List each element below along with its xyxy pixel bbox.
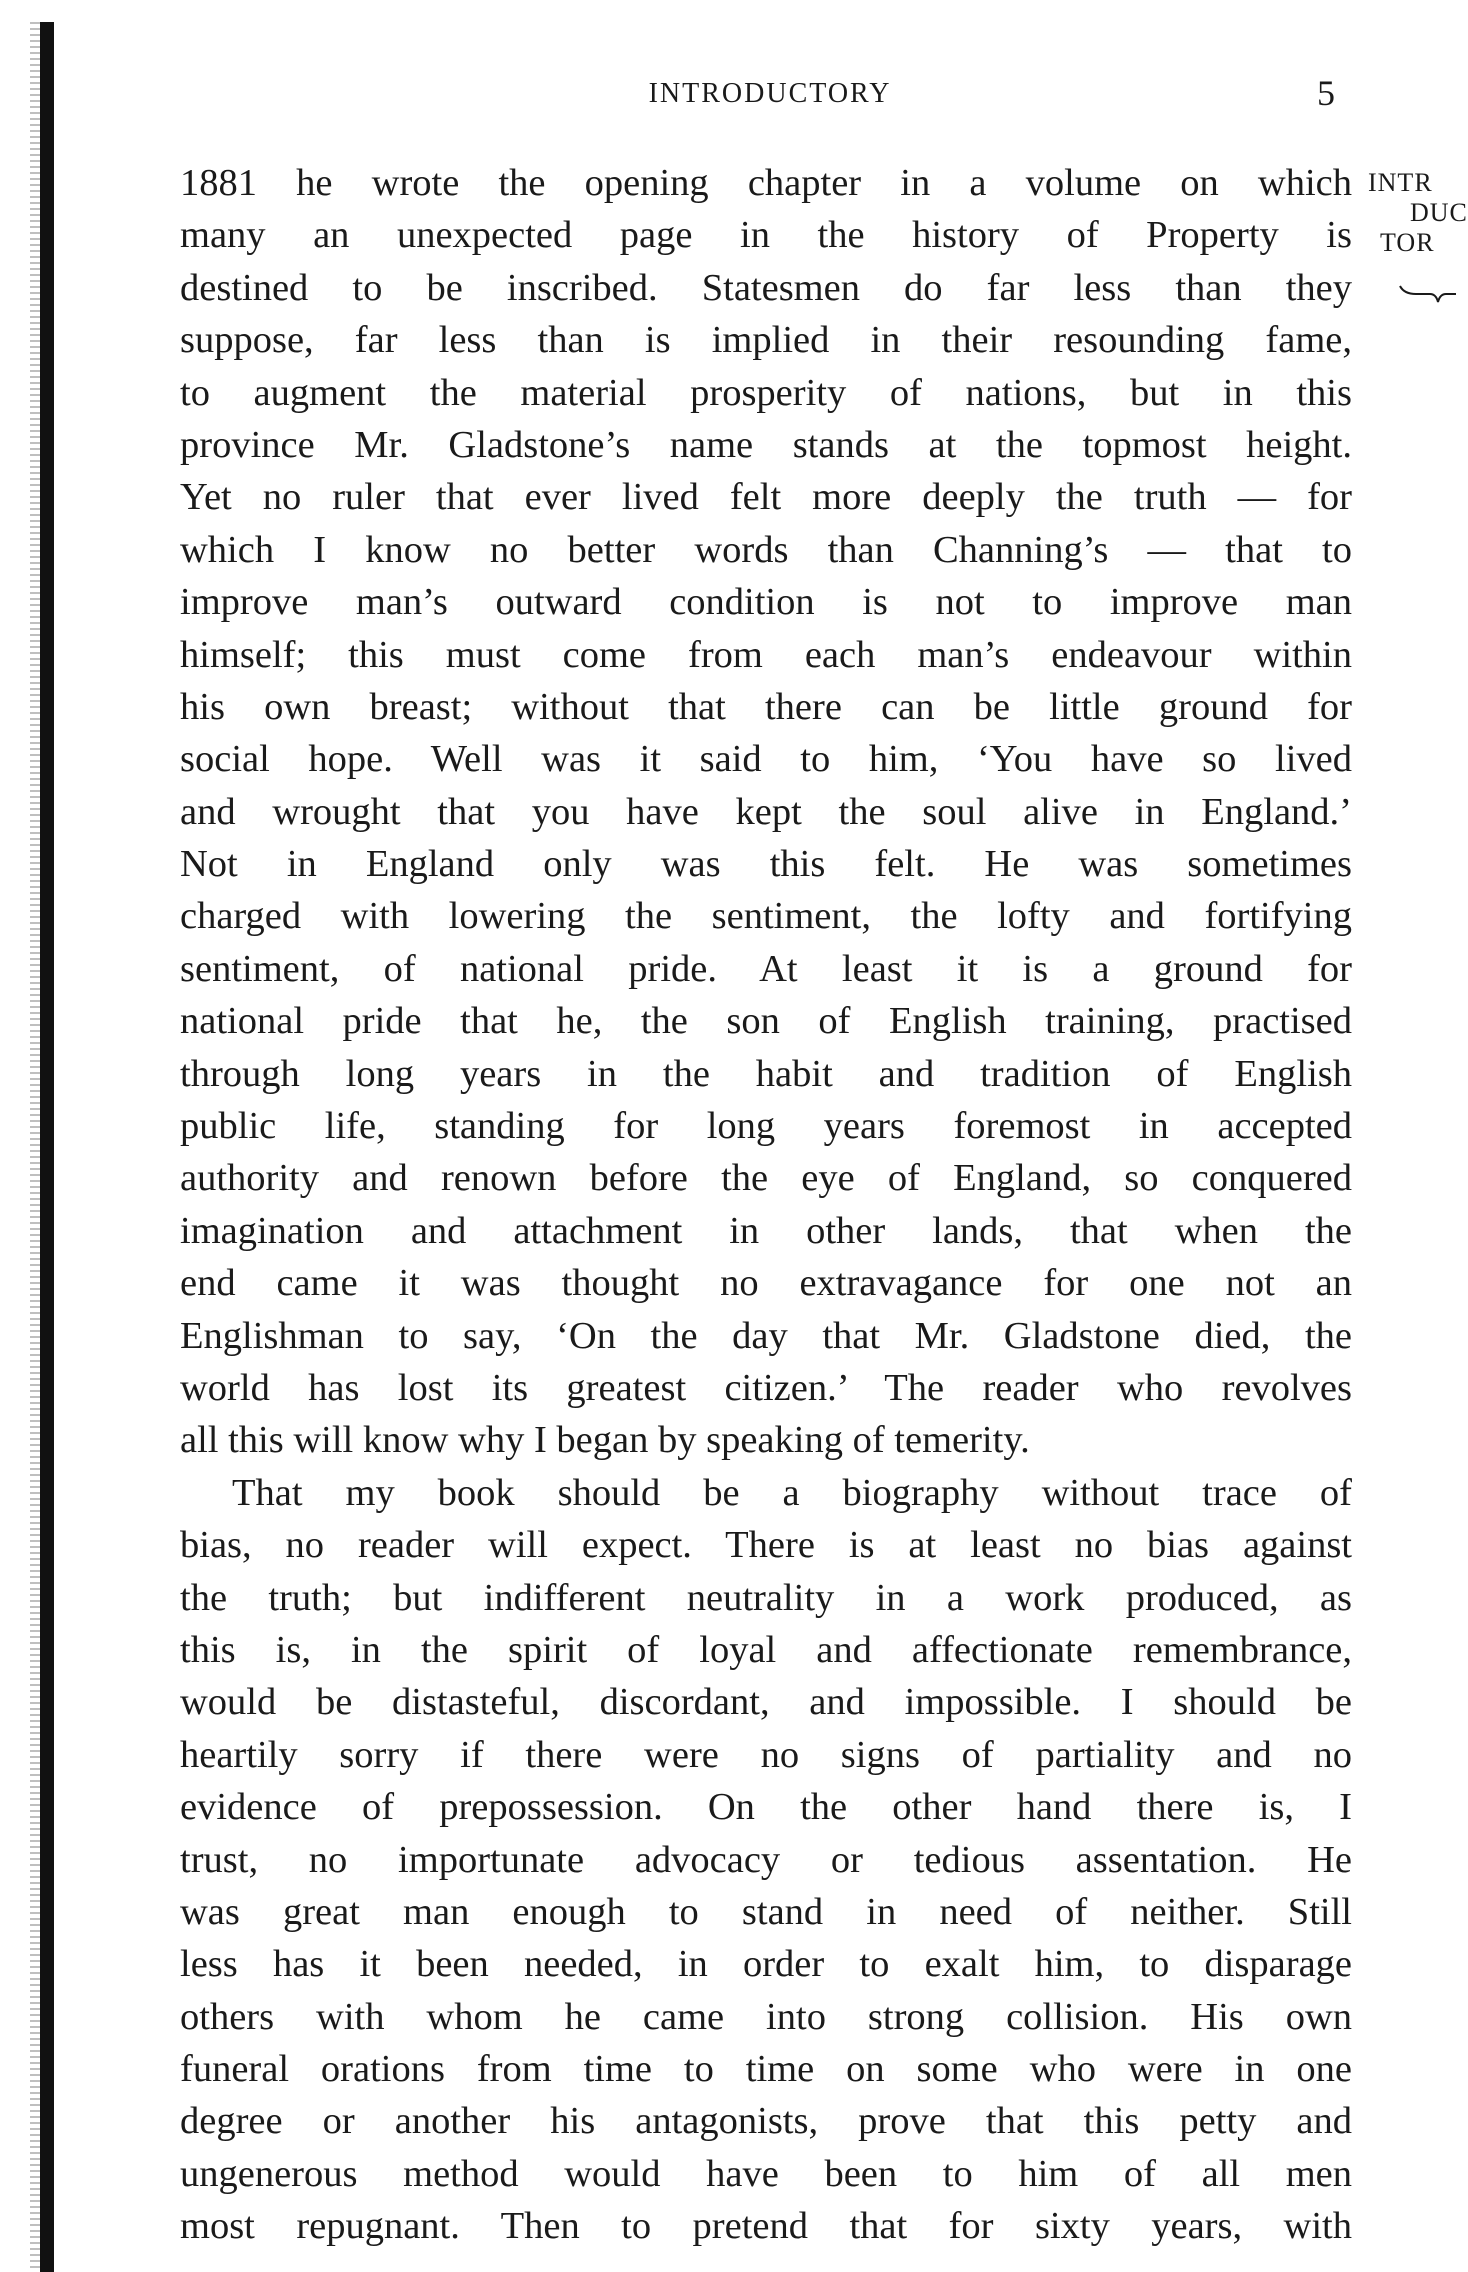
page-number: 5 (1317, 73, 1335, 113)
margin-note-line: TOR (1380, 228, 1435, 257)
text-line: all this will know why I began by speaking of temerity. (180, 1419, 1030, 1462)
text-line: ungenerous method would have been to him of all men (180, 2152, 1352, 2195)
running-title: INTRODUCTORY (648, 78, 892, 109)
text-line: trust, no importunate advocacy or tedious assentation. He (180, 1838, 1352, 1881)
margin-note (1368, 168, 1468, 258)
text-line: himself; this must come from each man’s endeavour within (180, 633, 1352, 676)
text-line: this is, in the spirit of loyal and affectionate remembrance, (180, 1628, 1352, 1671)
text-line: social hope. Well was it said to him, ‘You have so lived (180, 738, 1352, 781)
text-line: end came it was thought no extravagance for one not an (180, 1262, 1352, 1305)
text-line: would be distasteful, discordant, and impossible. I should be (180, 1681, 1352, 1724)
margin-note-line: INTR (1368, 168, 1433, 197)
margin-brace-icon (1398, 282, 1458, 306)
text-line: most repugnant. Then to pretend that for sixty years, with (180, 2205, 1352, 2248)
text-line: imagination and attachment in other lands, that when the (180, 1209, 1352, 1252)
text-line: degree or another his antagonists, prove that this petty and (180, 2100, 1352, 2143)
running-head (190, 73, 1350, 118)
text-line: to augment the material prosperity of nations, but in this (180, 371, 1352, 414)
text-line: national pride that he, the son of English training, practised (180, 1000, 1352, 1043)
text-line: improve man’s outward condition is not to improve man (180, 581, 1352, 624)
text-line: bias, no reader will expect. There is at least no bias against (180, 1524, 1352, 1567)
text-line: others with whom he came into strong collision. His own (180, 1995, 1352, 2038)
body-text (180, 157, 1352, 2253)
text-line: 1881 he wrote the opening chapter in a volume on which (180, 162, 1352, 204)
text-line: destined to be inscribed. Statesmen do far less than they (180, 266, 1352, 309)
text-line: less has it been needed, in order to exalt him, to disparage (180, 1943, 1352, 1986)
text-line: public life, standing for long years foremost in accepted (180, 1105, 1352, 1148)
text-line: many an unexpected page in the history of Property is (180, 214, 1352, 257)
text-line: funeral orations from time to time on some who were in one (180, 2048, 1352, 2091)
text-line: evidence of prepossession. On the other hand there is, I (180, 1786, 1352, 1829)
text-line: his own breast; without that there can be little ground for (180, 685, 1352, 728)
text-line: was great man enough to stand in need of neither. Still (180, 1890, 1352, 1933)
text-line: world has lost its greatest citizen.’ The reader who revolves (180, 1366, 1352, 1409)
margin-note-line: DUC (1410, 198, 1468, 227)
text-line: Englishman to say, ‘On the day that Mr. Gladstone died, the (180, 1314, 1352, 1357)
text-line: Not in England only was this felt. He was sometimes (180, 843, 1352, 886)
text-line: which I know no better words than Channing’s — that to (180, 528, 1352, 571)
text-line: charged with lowering the sentiment, the lofty and fortifying (180, 895, 1352, 938)
text-line: authority and renown before the eye of England, so conquered (180, 1157, 1352, 1200)
text-line: Yet no ruler that ever lived felt more deeply the truth — for (180, 476, 1352, 519)
text-line: sentiment, of national pride. At least it is a ground for (180, 947, 1352, 990)
book-binding-edge (40, 22, 54, 2272)
text-line: heartily sorry if there were no signs of partiality and no (180, 1733, 1352, 1776)
text-line: suppose, far less than is implied in their resounding fame, (180, 319, 1352, 362)
text-line: the truth; but indifferent neutrality in a work produced, as (180, 1576, 1352, 1619)
text-line: through long years in the habit and tradition of English (180, 1052, 1352, 1095)
text-line: and wrought that you have kept the soul alive in England.’ (180, 790, 1352, 833)
text-line: That my book should be a biography without trace of (232, 1471, 1352, 1514)
text-line: province Mr. Gladstone’s name stands at the topmost height. (180, 423, 1352, 466)
